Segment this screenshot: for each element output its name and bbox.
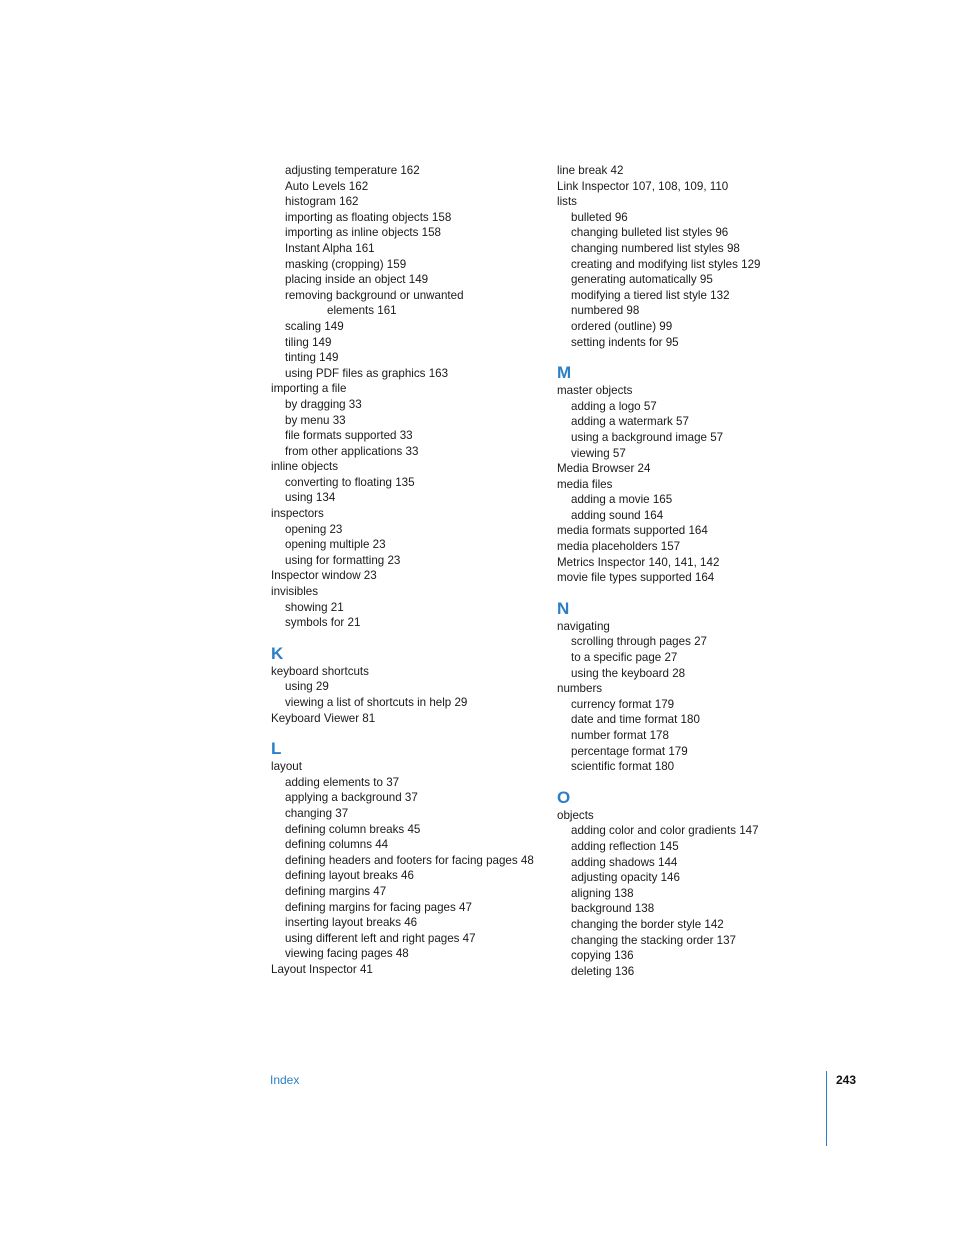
index-subentry: percentage format 179	[571, 744, 688, 758]
index-subentry: modifying a tiered list style 132	[571, 288, 730, 302]
index-entry: importing a file	[271, 382, 347, 396]
index-subentry: changing 37	[285, 806, 349, 820]
index-column-left	[271, 163, 546, 978]
index-subentry: opening 23	[285, 522, 343, 536]
index-subentry: defining column breaks 45	[285, 822, 421, 836]
index-subentry: changing numbered list styles 98	[571, 241, 740, 255]
index-entry: Keyboard Viewer 81	[271, 711, 376, 725]
index-entry: master objects	[557, 384, 633, 398]
index-subentry: by dragging 33	[285, 397, 362, 411]
page-number: 243	[835, 1073, 856, 1087]
index-subentry: Auto Levels 162	[285, 179, 369, 193]
index-subentry: adding color and color gradients 147	[571, 824, 759, 838]
index-subentry: adding shadows 144	[571, 855, 678, 869]
index-subentry: defining columns 44	[285, 838, 389, 852]
index-subentry: aligning 138	[571, 886, 634, 900]
index-subentry: inserting layout breaks 46	[285, 916, 418, 930]
index-subentry: number format 178	[571, 729, 669, 742]
index-subentry: using 134	[285, 491, 336, 505]
index-subentry: adjusting temperature 162	[285, 164, 420, 177]
index-subentry: tinting 149	[285, 351, 339, 365]
index-subentry: placing inside an object 149	[285, 273, 429, 287]
index-entry: Media Browser 24	[557, 462, 651, 476]
index-subentry: scrolling through pages 27	[571, 635, 707, 649]
index-subentry: converting to floating 135	[285, 475, 415, 489]
index-subentry: using the keyboard 28	[571, 666, 686, 680]
index-subentry: using a background image 57	[571, 430, 724, 444]
index-subentry: histogram 162	[285, 195, 359, 209]
index-entry: Layout Inspector 41	[271, 962, 373, 976]
index-subentry: tiling 149	[285, 335, 332, 349]
index-entry: layout	[271, 760, 302, 774]
index-subentry: scaling 149	[285, 319, 344, 333]
index-subentry: bulleted 96	[571, 210, 628, 224]
index-subentry: adding reflection 145	[571, 839, 679, 853]
index-subentry: by menu 33	[285, 413, 346, 427]
index-subentry: changing the border style 142	[571, 917, 724, 931]
index-entry: objects	[557, 808, 594, 822]
index-subentry: defining margins 47	[285, 884, 387, 898]
index-subentry: masking (cropping) 159	[285, 257, 407, 271]
index-letter-heading: K	[271, 643, 284, 663]
index-subentry: to a specific page 27	[571, 651, 678, 665]
index-subentry: changing bulleted list styles 96	[571, 226, 729, 240]
index-subentry: symbols for 21	[285, 616, 361, 630]
index-subentry: using for formatting 23	[285, 553, 401, 567]
index-subentry: defining headers and footers for facing pages 48	[285, 853, 534, 867]
index-subentry: numbered 98	[571, 304, 640, 318]
index-subentry: from other applications 33	[285, 444, 419, 458]
index-letter-heading: O	[557, 787, 571, 807]
index-entry: Link Inspector 107, 108, 109, 110	[557, 179, 729, 193]
index-subentry: Instant Alpha 161	[285, 241, 375, 255]
index-entry: media formats supported 164	[557, 524, 708, 538]
index-subentry: adding a logo 57	[571, 399, 657, 413]
index-subentry: importing as inline objects 158	[285, 226, 441, 240]
index-subentry: adding sound 164	[571, 508, 664, 522]
index-subentry: defining margins for facing pages 47	[285, 900, 472, 914]
index-subentry: viewing 57	[571, 446, 626, 460]
index-entry: media placeholders 157	[557, 540, 681, 554]
index-subentry: showing 21	[285, 600, 344, 614]
index-entry: Metrics Inspector 140, 141, 142	[557, 555, 720, 569]
index-entry: inline objects	[271, 460, 339, 474]
index-subentry: viewing a list of shortcuts in help 29	[285, 696, 468, 709]
index-entry: movie file types supported 164	[557, 571, 715, 585]
index-column-right	[557, 163, 797, 979]
index-subentry: using different left and right pages 47	[285, 931, 476, 945]
index-entry: line break 42	[557, 164, 624, 177]
index-subentry: adjusting opacity 146	[571, 871, 680, 885]
index-letter-heading: N	[557, 598, 570, 618]
index-entry: navigating	[557, 619, 610, 633]
index-letter-heading: M	[557, 363, 572, 383]
index-subentry: adding a watermark 57	[571, 415, 689, 429]
index-subentry: importing as floating objects 158	[285, 210, 452, 224]
footer-divider	[826, 1071, 827, 1146]
footer-section-label: Index	[270, 1073, 300, 1087]
index-entry: numbers	[557, 682, 603, 696]
index-subentry: changing the stacking order 137	[571, 933, 737, 947]
index-subentry: deleting 136	[571, 964, 635, 978]
index-subentry: adding elements to 37	[285, 775, 400, 789]
index-subentry: date and time format 180	[571, 713, 700, 727]
index-subentry: ordered (outline) 99	[571, 319, 673, 333]
index-subentry: adding a movie 165	[571, 493, 673, 507]
index-subentry: using PDF files as graphics 163	[285, 366, 449, 380]
index-subentry: creating and modifying list styles 129	[571, 257, 761, 271]
index-subentry: currency format 179	[571, 697, 675, 711]
index-subentry: copying 136	[571, 949, 634, 963]
index-entry: Inspector window 23	[271, 569, 377, 583]
index-subentry: viewing facing pages 48	[285, 947, 409, 961]
index-subentry: opening multiple 23	[285, 538, 386, 552]
index-subentry: background 138	[571, 902, 655, 916]
index-entry: invisibles	[271, 585, 319, 599]
index-subentry: elements 161	[327, 304, 397, 318]
index-subentry: setting indents for 95	[571, 335, 679, 349]
index-subentry: generating automatically 95	[571, 273, 713, 287]
index-subentry: file formats supported 33	[285, 429, 413, 443]
index-subentry: scientific format 180	[571, 760, 675, 774]
index-entry: lists	[557, 195, 577, 209]
index-subentry: using 29	[285, 680, 329, 694]
index-subentry: applying a background 37	[285, 791, 418, 805]
index-letter-heading: L	[271, 739, 282, 759]
index-entry: inspectors	[271, 507, 324, 521]
index-subentry: defining layout breaks 46	[285, 869, 414, 883]
index-subentry: removing background or unwanted	[285, 288, 464, 302]
index-entry: keyboard shortcuts	[271, 664, 369, 678]
index-entry: media files	[557, 477, 613, 491]
